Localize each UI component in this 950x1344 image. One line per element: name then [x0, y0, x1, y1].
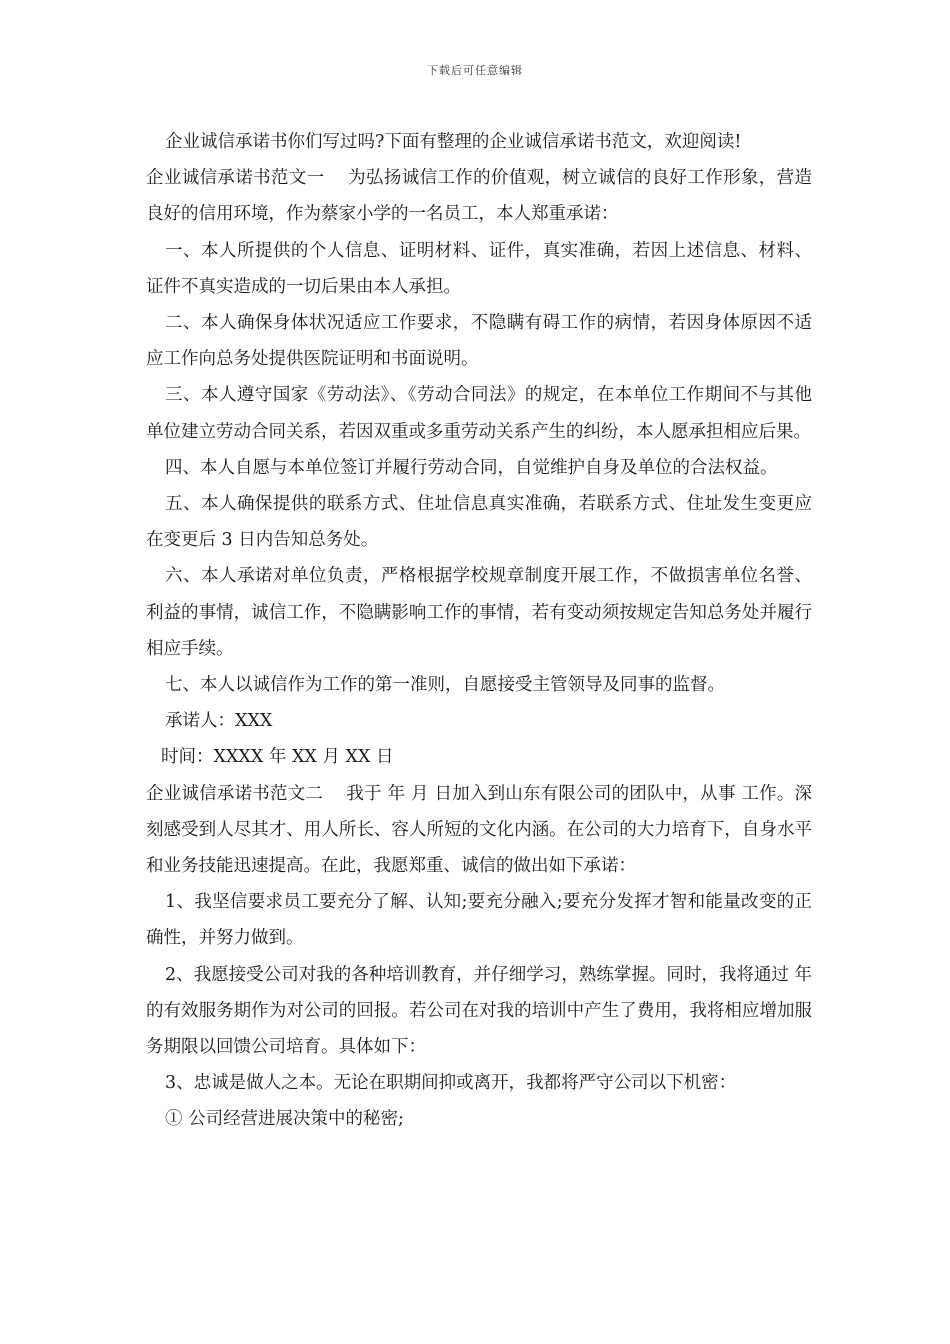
sample2-item-1: 1、我坚信要求员工要充分了解、认知;要充分融入;要充分发挥才智和能量改变的正确性，并努力做到。: [146, 892, 812, 949]
sample1-item-3: 三、本人遵守国家《劳动法》、《劳动合同法》的规定，在本单位工作期间不与其他单位建立劳动合同关系，若因双重或多重劳动关系产生的纠纷，本人愿承担相应后果。: [146, 385, 812, 442]
sample1-item-4: 四、本人自愿与本单位签订并履行劳动合同，自觉维护自身及单位的合法权益。: [165, 457, 778, 478]
sample1-item-5: 五、本人确保提供的联系方式、住址信息真实准确，若联系方式、住址发生变更应在变更后 3 日内告知总务处。: [146, 494, 812, 551]
sample2-item-2: 2、我愿接受公司对我的各种培训教育，并仔细学习，熟练掌握。同时，我将通过 年的有效服务期作为对公司的回报。若公司在对我的培训中产生了费用，我将相应增加服务期限以回馈公司培育。具体如下：: [146, 964, 812, 1058]
sample1-item-1: 一、本人所提供的个人信息、证明材料、证件，真实准确，若因上述信息、材料、证件不真实造成的一切后果由本人承担。: [146, 240, 812, 297]
sample1-item-6: 六、本人承诺对单位负责，严格根据学校规章制度开展工作，不做损害单位名誉、利益的事情，诚信工作，不隐瞒影响工作的事情，若有变动须按规定告知总务处并履行相应手续。: [146, 566, 812, 659]
sample2-item-3: 3、忠诚是做人之本。无论在职期间抑或离开，我都将严守公司以下机密：: [165, 1073, 737, 1094]
signer-line: 承诺人：XXX: [165, 711, 273, 732]
sample2-item-4: ① 公司经营进展决策中的秘密;: [165, 1109, 404, 1130]
intro-paragraph: 企业诚信承诺书你们写过吗?下面有整理的企业诚信承诺书范文，欢迎阅读!: [165, 132, 742, 152]
page-header-note: 下载后可任意编辑: [427, 64, 523, 77]
sample2-lead-paragraph: 企业诚信承诺书范文二 我于 年 月 日加入到山东有限公司的团队中，从事 工作。深刻感受到人尽其才、用人所长、容人所短的文化内涵。在公司的大力培育下，自身水平和业务技能迅速提高。在此，我愿郑重、诚信的做出如下承诺：: [146, 783, 812, 877]
sample1-lead-paragraph: 企业诚信承诺书范文一 为弘扬诚信工作的价值观，树立诚信的良好工作形象，营造良好的信用环境，作为蔡家小学的一名员工，本人郑重承诺：: [146, 168, 812, 225]
sample1-item-7: 七、本人以诚信作为工作的第一准则，自愿接受主管领导及同事的监督。: [165, 675, 725, 696]
document-body: [146, 124, 812, 1138]
date-line: 时间：XXXX 年 XX 月 XX 日: [161, 747, 394, 768]
sample1-item-2: 二、本人确保身体状况适应工作要求，不隐瞒有碍工作的病情，若因身体原因不适应工作向总务处提供医院证明和书面说明。: [146, 313, 812, 370]
